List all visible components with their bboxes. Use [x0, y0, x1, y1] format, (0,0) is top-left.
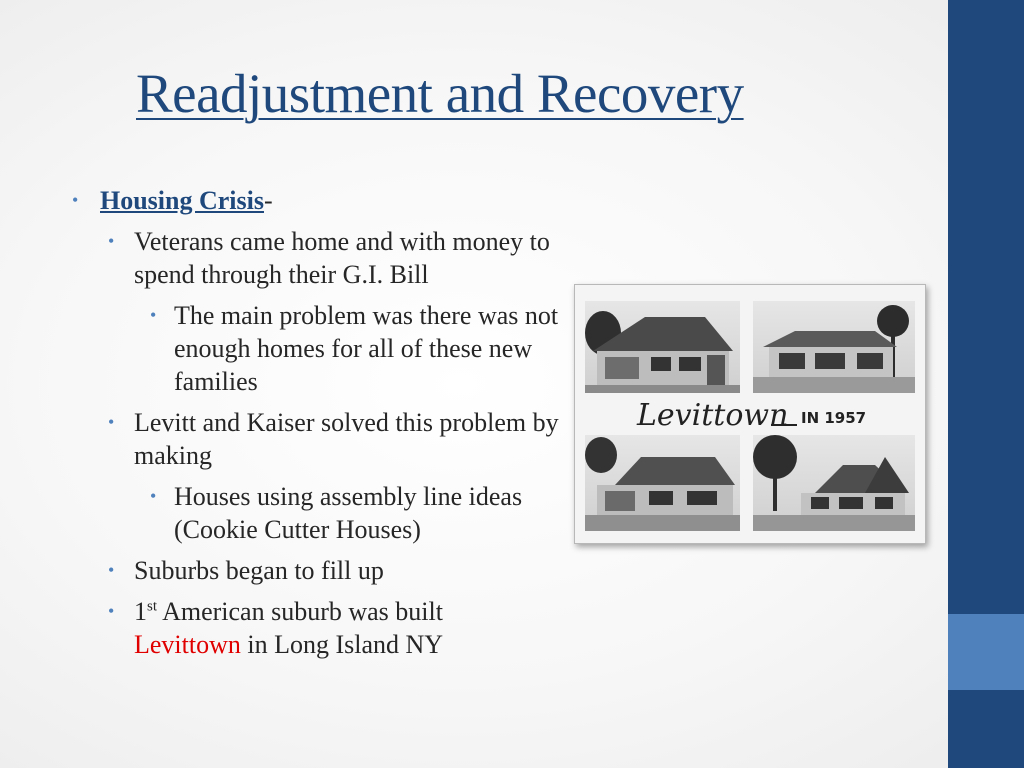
levittown-highlight: Levittown: [134, 630, 241, 659]
bullet-levitt-kaiser-text: Levitt and Kaiser solved this problem by making: [134, 408, 559, 470]
bullet-dot-icon: •: [108, 601, 115, 621]
first-suburb-number: 1: [134, 597, 147, 626]
bullet-main-problem-text: The main problem was there was not enough homes for all of these new families: [174, 301, 559, 396]
slide-title: Readjustment and Recovery: [136, 63, 744, 124]
first-suburb-text: American suburb was built: [157, 597, 443, 626]
bullet-dot-icon: •: [108, 560, 115, 580]
sidebar-accent-block: [948, 614, 1024, 690]
bullet-dot-icon: •: [72, 190, 79, 210]
bullet-suburbs: [70, 554, 560, 587]
levittown-script-title: Levittown: [637, 398, 789, 433]
bullet-veterans-text: Veterans came home and with money to spend through their G.I. Bill: [134, 227, 550, 289]
bullet-dot-icon: •: [150, 305, 157, 325]
levittown-photo: [574, 284, 926, 544]
levittown-collage-image: [575, 285, 925, 543]
bullet-veterans: [70, 225, 560, 291]
bullet-assembly-line: [70, 480, 560, 546]
levittown-year-label: IN 1957: [801, 409, 867, 427]
bullet-assembly-line-text: Houses using assembly line ideas (Cookie Cutter Houses): [174, 482, 523, 544]
bullet-dot-icon: •: [150, 486, 157, 506]
bullet-housing-crisis: [70, 184, 560, 217]
bullet-suburbs-text: Suburbs began to fill up: [134, 556, 384, 585]
levittown-location: in Long Island NY: [240, 630, 444, 659]
housing-crisis-link[interactable]: Housing Crisis: [100, 186, 264, 215]
slide-content: [70, 184, 560, 661]
bullet-main-problem: [70, 299, 560, 398]
bullet-first-suburb: [70, 595, 560, 661]
bullet-dot-icon: •: [108, 412, 115, 432]
housing-crisis-dash: -: [264, 186, 273, 215]
first-suburb-ordinal: st: [147, 598, 158, 615]
bullet-dot-icon: •: [108, 231, 115, 251]
bullet-levitt-kaiser: [70, 406, 560, 472]
